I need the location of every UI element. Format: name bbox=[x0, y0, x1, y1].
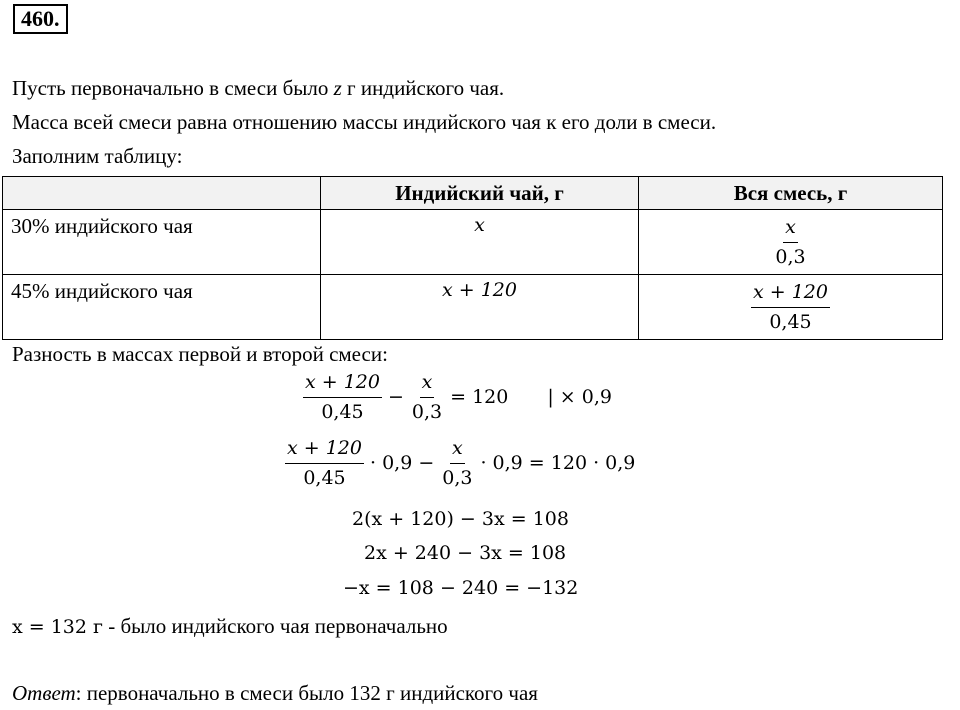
intro-line-1 bbox=[12, 76, 504, 101]
table-header-empty bbox=[3, 177, 321, 210]
equation-rhs: · 0,9 = 120 · 0,9 bbox=[480, 452, 636, 475]
numerator: x bbox=[420, 372, 435, 398]
denominator: 0,45 bbox=[303, 466, 346, 489]
table-header-mix: Вся смесь, г bbox=[639, 177, 943, 210]
mix-mass-cell bbox=[639, 275, 943, 340]
intro-line-3: Заполним таблицу: bbox=[12, 144, 183, 168]
fraction bbox=[410, 372, 444, 423]
fraction bbox=[285, 438, 364, 489]
equation-1 bbox=[300, 372, 615, 423]
numerator: x + 120 bbox=[303, 372, 382, 398]
problem-number: 460. bbox=[13, 4, 68, 34]
table-row bbox=[3, 210, 943, 275]
difference-text: Разность в массах первой и второй смеси: bbox=[12, 342, 388, 366]
equation-note: | × 0,9 bbox=[547, 386, 612, 409]
intro-variable: z bbox=[333, 76, 342, 100]
denominator: 0,3 bbox=[411, 400, 443, 423]
numerator: x bbox=[783, 217, 798, 243]
intro-line-1-end: г индийского чая. bbox=[341, 76, 505, 100]
operator: · 0,9 − bbox=[369, 452, 435, 475]
equation-3: 2(x + 120) − 3x = 108 bbox=[352, 508, 569, 530]
equation-4: 2x + 240 − 3x = 108 bbox=[364, 542, 567, 564]
numerator: x + 120 bbox=[751, 282, 830, 308]
denominator: 0,45 bbox=[321, 400, 364, 423]
fraction bbox=[440, 438, 474, 489]
equation-rhs: = 120 bbox=[450, 386, 509, 409]
row-label: 30% индийского чая bbox=[3, 210, 321, 275]
equation-2 bbox=[282, 438, 638, 489]
answer-label: Ответ bbox=[12, 681, 76, 705]
numerator: x + 120 bbox=[285, 438, 364, 464]
intro-line-2: Масса всей смеси равна отношению массы индийского чая к его доли в смеси. bbox=[12, 110, 717, 134]
fraction bbox=[303, 372, 382, 423]
equation-5: −x = 108 − 240 = −132 bbox=[343, 577, 579, 599]
tea-mass-cell: x + 120 bbox=[321, 275, 639, 340]
mix-mass-cell bbox=[639, 210, 943, 275]
result-text: - было индийского чая первоначально bbox=[102, 614, 448, 638]
denominator: 0,45 bbox=[769, 310, 812, 333]
intro-line-1-start: Пусть первоначально в смеси было bbox=[12, 76, 334, 100]
table-row bbox=[3, 275, 943, 340]
table-header-tea: Индийский чай, г bbox=[321, 177, 639, 210]
denominator: 0,3 bbox=[775, 245, 806, 268]
answer-line bbox=[12, 681, 538, 706]
fraction bbox=[751, 282, 830, 333]
result-math: x = 132 г bbox=[12, 616, 103, 638]
answer-text: : первоначально в смеси было 132 г индийского чая bbox=[75, 681, 538, 705]
result-line bbox=[12, 614, 448, 639]
numerator: x bbox=[450, 438, 465, 464]
operator: − bbox=[387, 386, 404, 409]
denominator: 0,3 bbox=[442, 466, 473, 489]
data-table bbox=[2, 176, 943, 340]
fraction bbox=[773, 217, 807, 268]
table-header-row bbox=[3, 177, 943, 210]
tea-mass-cell: x bbox=[321, 210, 639, 275]
row-label: 45% индийского чая bbox=[3, 275, 321, 340]
